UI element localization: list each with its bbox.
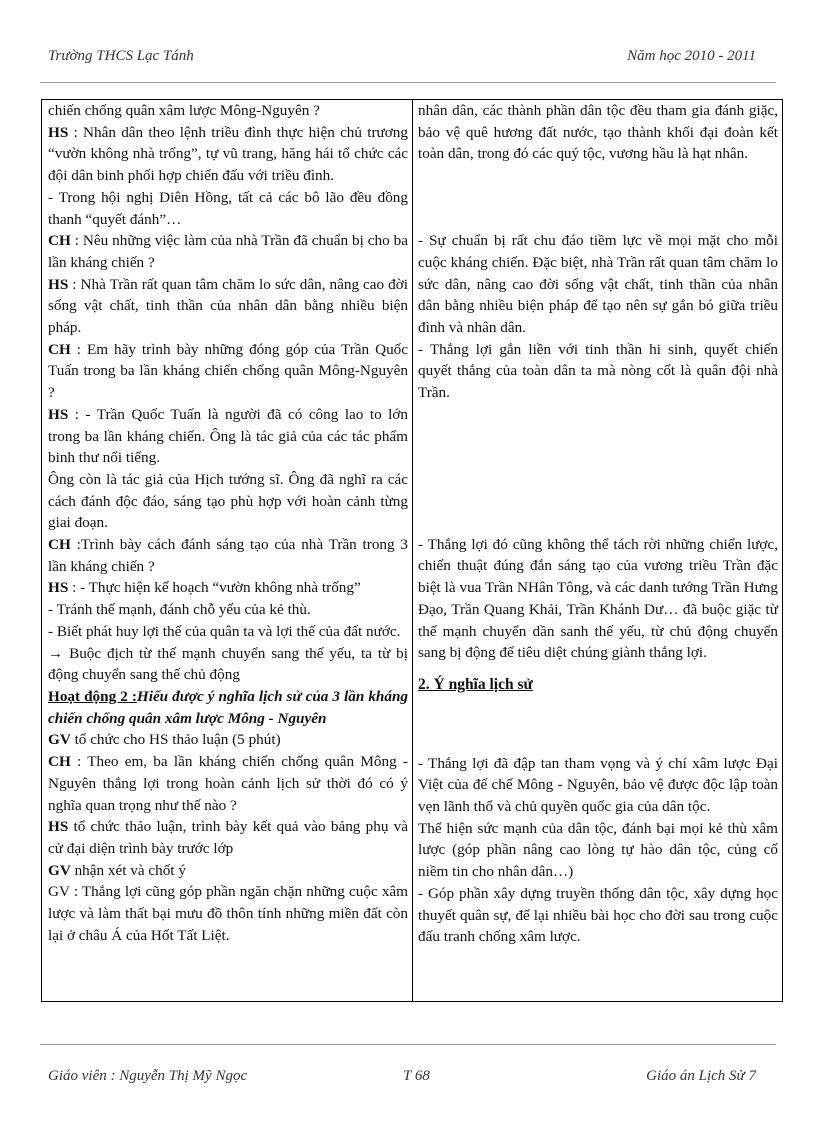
school-name: Trường THCS Lạc Tánh	[48, 48, 194, 64]
text-block: chiến chống quân xâm lược Mông-Nguyên ?	[48, 102, 320, 119]
text-body: : Em hãy trình bày những đóng góp của Trần Quốc Tuấn trong ba lần kháng chiến chống quân Mông-Nguyên ?	[48, 340, 408, 402]
role-label: HS	[48, 123, 69, 141]
text-block	[48, 274, 408, 339]
text-block	[48, 404, 408, 469]
page-number: T 68	[403, 1068, 430, 1084]
text-block: Thể hiện sức mạnh của dân tộc, đánh bại mọi kẻ thù xâm lược (góp phần nâng cao lòng tự hào dân tộc, củng cố niềm tin cho nhân dân…)	[418, 819, 778, 881]
page-footer	[48, 1068, 756, 1088]
text-block	[48, 577, 408, 599]
text-block	[48, 729, 408, 751]
spacer	[418, 165, 778, 230]
text-body: : - Thực hiện kế hoạch “vườn không nhà trống”	[68, 579, 361, 597]
role-label: CH	[48, 340, 71, 358]
text-body: :Trình bày cách đánh sáng tạo của nhà Trần trong 3 lần kháng chiến ?	[48, 536, 408, 575]
text-block: → Buộc địch từ thế mạnh chuyển sang thế yếu, ta từ bị động chuyển sang thế chủ động	[48, 644, 408, 684]
activity-column	[48, 100, 408, 946]
text-block: - Sự chuẩn bị rất chu đáo tiềm lực về mọi mặt cho mỗi cuộc kháng chiến. Đặc biệt, nhà Trần rất quan tâm chăm lo sức dân, nâng cao đời sống vật chất, tinh thần của nhân dân bằng nhiều biện pháp để tạo nên sự gắn bó giữa triều đình và nhân dân.	[418, 232, 778, 336]
text-body: : Nêu những việc làm của nhà Trần đã chuẩn bị cho ba lần kháng chiến ?	[48, 232, 408, 271]
text-block: - Biết phát huy lợi thế của quân ta và lợi thế của đất nước.	[48, 622, 401, 640]
section-heading: 2. Ý nghĩa lịch sử	[418, 675, 533, 693]
text-block	[48, 751, 408, 816]
text-body: tổ chức thảo luận, trình bày kết quả vào bảng phụ và cử đại diện trình bày trước lớp	[48, 818, 408, 857]
role-label: HS	[48, 579, 69, 597]
content-column	[418, 100, 778, 948]
text-block: - Tránh thế mạnh, đánh chỗ yếu của kẻ thù.	[48, 601, 311, 619]
school-year: Năm học 2010 - 2011	[627, 48, 756, 64]
role-label: GV	[48, 731, 71, 749]
text-body: nhận xét và chốt ý	[70, 861, 186, 879]
text-body: : Theo em, ba lần kháng chiến chống quân Mông - Nguyên thắng lợi trong hoàn cảnh lịch sử thời đó có ý nghĩa quan trọng như thế nào ?	[48, 753, 408, 814]
text-body: : Nhân dân theo lệnh triều đình thực hiện chủ trương “vườn không nhà trống”, tự vũ trang, hăng hái tổ chức các đội dân binh phối hợp chiến đấu với triều đình.	[48, 123, 408, 185]
header-divider	[40, 82, 776, 83]
footer-divider	[40, 1044, 776, 1045]
text-block: - Trong hội nghị Diên Hồng, tất cả các bô lão đều đồng thanh “quyết đánh”…	[48, 188, 408, 228]
activity-label: Hoạt động 2 :	[48, 687, 137, 705]
text-block	[48, 534, 408, 577]
teacher-name: Giáo viên : Nguyễn Thị Mỹ Ngọc	[48, 1068, 248, 1084]
role-label: CH	[48, 536, 71, 554]
role-label: HS	[48, 405, 69, 423]
text-block: nhân dân, các thành phần dân tộc đều tham gia đánh giặc, bảo vệ quê hương đất nước, tạo thành khối đại đoàn kết toàn dân, trong đó các quý tộc, vương hầu là hạt nhân.	[418, 102, 778, 163]
column-divider	[412, 100, 413, 1001]
text-block	[48, 816, 408, 859]
spacer	[418, 696, 778, 753]
text-body: : - Trần Quốc Tuấn là người đã có công lao to lớn trong ba lần kháng chiến. Ông là tác giả của các tác phẩm binh thư nổi tiếng.	[48, 405, 408, 467]
subject-name: Giáo án Lịch Sử 7	[646, 1068, 756, 1084]
text-block	[48, 860, 408, 882]
text-block: Ông còn là tác giả của Hịch tướng sĩ. Ông đã nghĩ ra các cách đánh độc đáo, sáng tạo phù hợp với hoàn cảnh từng giai đoạn.	[48, 470, 408, 532]
text-block: GV : Thắng lợi cũng góp phần ngăn chặn những cuộc xâm lược và làm thất bại mưu đồ thôn tính những miền đất còn lại ở châu Á của Hốt Tất Liệt.	[48, 883, 408, 944]
text-block: - Thắng lợi gắn liền với tinh thần hi sinh, quyết chiến quyết thắng của toàn dân ta mà nòng cốt là quân đội nhà Trần.	[418, 340, 778, 402]
role-label: CH	[48, 232, 71, 250]
text-block	[48, 122, 408, 187]
text-block: - Góp phần xây dựng truyền thống dân tộc, xây dựng học thuyết quân sự, để lại nhiều bài học cho đời sau trong cuộc đấu tranh chống xâm lược.	[418, 884, 778, 946]
activity-heading	[48, 686, 408, 729]
role-label: CH	[48, 753, 71, 771]
role-label: HS	[48, 818, 69, 836]
page-header	[48, 48, 756, 68]
role-label: HS	[48, 275, 69, 293]
activity-title: Hiểu được ý nghĩa lịch sử của 3 lần kháng chiến chống quân xâm lược Mông - Nguyên	[48, 687, 409, 727]
text-block: - Thắng lợi đó cũng không thể tách rời những chiến lược, chiến thuật đúng đắn sáng tạo của vương triều Trần đặc biệt là vua Trần NHân Tông, và các danh tướng Trần Hưng Đạo, Trần Quang Khải, Trần Khánh Dư… đã buộc giặc từ thế mạnh chuyển dần sanh thế yếu, từ chủ động chuyển sang bị động để tiêu diệt chúng giành thắng lợi.	[418, 535, 778, 662]
spacer	[418, 404, 778, 534]
text-block	[48, 339, 408, 404]
text-body: tổ chức cho HS thảo luận (5 phút)	[70, 731, 281, 749]
role-label: GV	[48, 861, 71, 879]
lesson-table	[41, 99, 783, 1002]
text-body: : Nhà Trần rất quan tâm chăm lo sức dân, nâng cao đời sống vật chất, tinh thần của nhân dân bằng nhiều biện pháp.	[48, 275, 408, 337]
text-block: - Thắng lợi đã đập tan tham vọng và ý chí xâm lược Đại Việt của đế chế Mông - Nguyên, bảo vệ được độc lập toàn vẹn lãnh thổ và chủ quyền quốc gia của dân tộc.	[418, 754, 778, 816]
text-block	[48, 230, 408, 273]
